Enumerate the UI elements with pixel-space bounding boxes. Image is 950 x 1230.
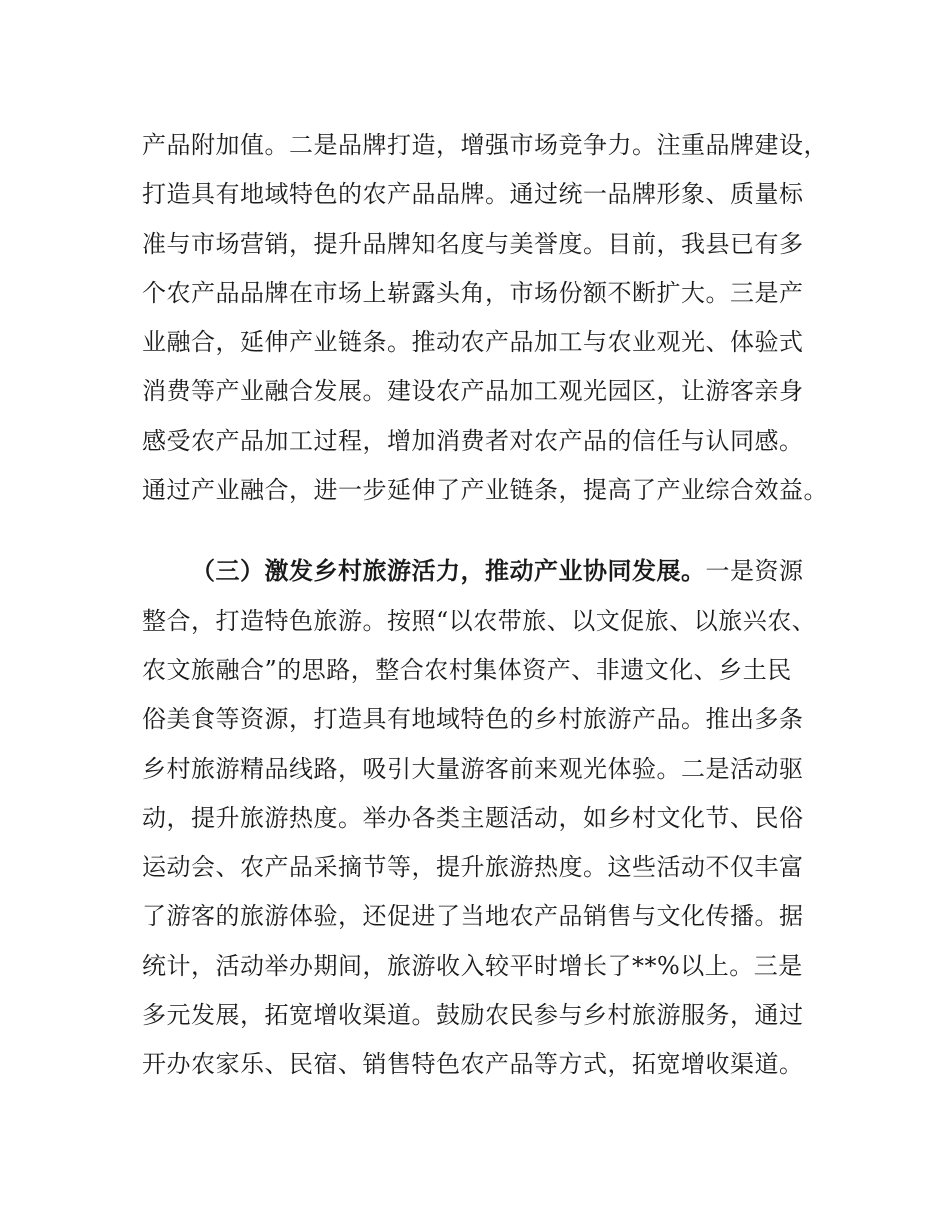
text-line: 产品附加值。二是品牌打造，增强市场竞争力。注重品牌建设，: [142, 131, 828, 159]
text-line: 准与市场营销，提升品牌知名度与美誉度。目前，我县已有多: [142, 229, 804, 258]
text-line: 通过产业融合，进一步延伸了产业链条，提高了产业综合效益。: [142, 476, 828, 505]
text-line: 乡村旅游精品线路，吸引大量游客前来观光体验。二是活动驱: [142, 754, 804, 783]
text-line: 开办农家乐、民宿、销售特色农产品等方式，拓宽增收渠道。: [142, 1050, 804, 1079]
body-text: [142, 121, 842, 1090]
text-line: 运动会、农产品采摘节等，提升旅游热度。这些活动不仅丰富: [142, 853, 804, 882]
text-line: 个农产品品牌在市场上崭露头角，市场份额不断扩大。三是产: [142, 278, 804, 307]
text-line: 整合，打造特色旅游。按照“以农带旅、以文促旅、以旅兴农、: [142, 606, 817, 635]
text-line: 感受农产品加工过程，增加消费者对农产品的信任与认同感。: [142, 426, 804, 455]
section-heading: （三）激发乡村旅游活力，推动产业协同发展。: [191, 557, 706, 586]
paragraph-product-value: [142, 121, 842, 515]
heading-continuation: 一是资源: [705, 557, 804, 586]
paragraph-rural-tourism: [142, 547, 842, 1089]
text-line: 多元发展，拓宽增收渠道。鼓励农民参与乡村旅游服务，通过: [142, 1001, 804, 1030]
text-line: 俗美食等资源，打造具有地域特色的乡村旅游产品。推出多条: [142, 705, 804, 734]
text-line: 消费等产业融合发展。建设农产品加工观光园区，让游客亲身: [142, 377, 804, 406]
text-line-first: [142, 547, 842, 596]
text-line: 动，提升旅游热度。举办各类主题活动，如乡村文化节、民俗: [142, 803, 804, 832]
text-line: 了游客的旅游体验，还促进了当地农产品销售与文化传播。据: [142, 902, 804, 931]
text-line: 统计，活动举办期间，旅游收入较平时增长了**%以上。三是: [142, 951, 803, 980]
text-line: 农文旅融合”的思路，整合农村集体资产、非遗文化、乡土民: [142, 655, 792, 684]
paragraph-spacer: [142, 515, 842, 547]
text-line: 打造具有地域特色的农产品品牌。通过统一品牌形象、质量标: [142, 180, 804, 209]
text-line: 业融合，延伸产业链条。推动农产品加工与农业观光、体验式: [142, 328, 804, 357]
